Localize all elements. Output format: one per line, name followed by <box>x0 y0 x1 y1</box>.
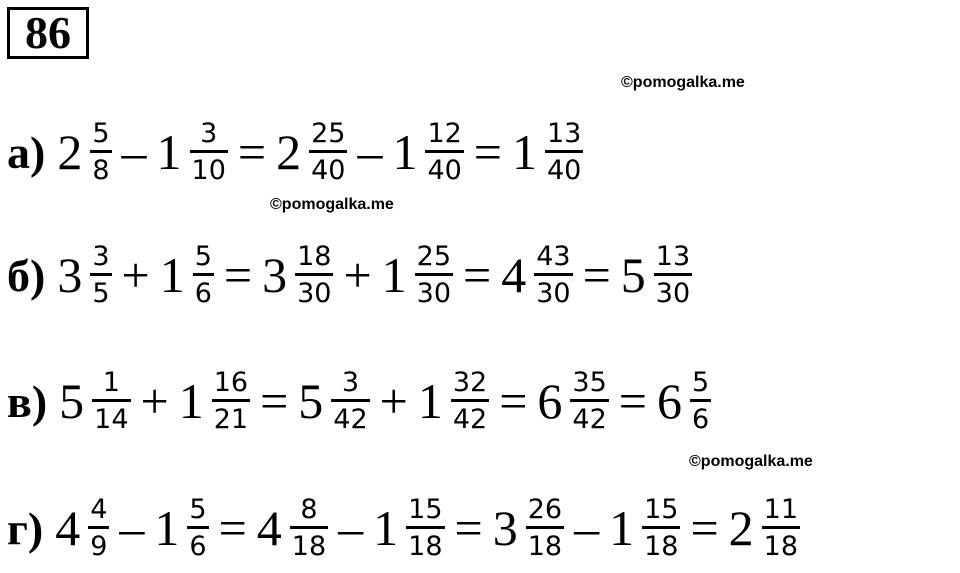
operator: – <box>357 124 383 180</box>
operator: = <box>454 500 483 556</box>
equation-row-v <box>7 356 711 446</box>
fraction <box>212 367 250 436</box>
operator: = <box>499 373 528 429</box>
denominator: 18 <box>526 526 564 563</box>
denominator: 18 <box>406 526 444 563</box>
mixed-number <box>157 118 228 187</box>
fraction <box>295 241 333 310</box>
operator: = <box>618 373 647 429</box>
denominator: 21 <box>212 399 250 436</box>
mixed-number <box>493 494 564 563</box>
denominator: 10 <box>190 150 228 187</box>
fraction <box>309 118 347 187</box>
denominator: 40 <box>309 150 347 187</box>
denominator: 30 <box>295 273 333 310</box>
watermark-3: ©pomogalka.me <box>689 453 813 470</box>
fraction <box>526 494 564 563</box>
denominator: 5 <box>90 273 111 310</box>
denominator: 40 <box>545 150 583 187</box>
whole-part: 1 <box>156 124 182 180</box>
numerator: 3 <box>92 240 110 272</box>
row-label: в) <box>7 375 48 427</box>
watermark-1: ©pomogalka.me <box>621 74 745 91</box>
numerator: 5 <box>691 366 710 398</box>
whole-part: 4 <box>501 247 527 303</box>
operator: – <box>121 124 147 180</box>
whole-part: 5 <box>59 373 85 429</box>
numerator: 15 <box>644 493 679 525</box>
operator: = <box>218 500 247 556</box>
mixed-number <box>257 494 328 563</box>
operator: – <box>338 500 364 556</box>
mixed-number <box>537 367 608 436</box>
fraction <box>90 118 111 187</box>
mixed-number <box>418 367 489 436</box>
fraction <box>545 118 583 187</box>
denominator: 30 <box>415 273 453 310</box>
mixed-number <box>729 494 800 563</box>
fraction <box>406 494 444 563</box>
numerator: 25 <box>416 240 452 272</box>
whole-part: 1 <box>159 247 185 303</box>
whole-part: 1 <box>373 500 399 556</box>
denominator: 14 <box>92 399 130 436</box>
numerator: 13 <box>547 117 582 149</box>
operator: = <box>690 500 719 556</box>
fraction <box>425 118 463 187</box>
denominator: 18 <box>762 526 800 563</box>
whole-part: 4 <box>55 500 81 556</box>
numerator: 18 <box>297 240 332 272</box>
fraction <box>193 241 214 310</box>
mixed-number <box>512 118 583 187</box>
numerator: 32 <box>452 366 488 398</box>
operator: = <box>237 124 267 180</box>
denominator: 9 <box>88 526 109 563</box>
denominator: 42 <box>570 399 608 436</box>
numerator: 5 <box>189 493 207 525</box>
numerator: 5 <box>194 240 212 272</box>
equation-row-g <box>7 483 800 573</box>
fraction <box>690 367 711 436</box>
operator: + <box>121 247 150 303</box>
numerator: 35 <box>572 366 607 398</box>
operator: = <box>473 124 502 180</box>
whole-part: 4 <box>256 500 282 556</box>
fraction <box>654 241 692 310</box>
numerator: 26 <box>527 493 563 525</box>
mixed-number <box>609 494 680 563</box>
mixed-number <box>57 241 111 310</box>
denominator: 30 <box>654 273 692 310</box>
fraction <box>290 494 328 563</box>
whole-part: 1 <box>178 373 204 429</box>
whole-part: 5 <box>620 247 646 303</box>
fraction <box>187 494 208 563</box>
mixed-number <box>501 241 572 310</box>
fraction <box>534 241 572 310</box>
numerator: 25 <box>311 117 346 149</box>
equation-row-b <box>7 230 692 320</box>
mixed-number <box>154 494 208 563</box>
numerator: 5 <box>92 117 110 149</box>
whole-part: 5 <box>298 373 324 429</box>
operator: = <box>463 247 492 303</box>
whole-part: 1 <box>381 247 407 303</box>
operator: + <box>379 373 408 429</box>
denominator: 18 <box>642 526 680 563</box>
row-label: а) <box>7 126 46 178</box>
numerator: 15 <box>408 493 443 525</box>
mixed-number <box>298 367 369 436</box>
numerator: 13 <box>655 240 691 272</box>
fraction <box>570 367 608 436</box>
fraction <box>331 367 369 436</box>
fraction <box>88 494 109 563</box>
fraction <box>415 241 453 310</box>
numerator: 3 <box>200 117 218 149</box>
denominator: 40 <box>425 150 463 187</box>
whole-part: 1 <box>609 500 635 556</box>
row-label: г) <box>7 502 44 554</box>
whole-part: 2 <box>728 500 754 556</box>
mixed-number <box>621 241 692 310</box>
mixed-number <box>276 118 347 187</box>
mixed-number <box>392 118 463 187</box>
numerator: 12 <box>427 117 462 149</box>
watermark-2: ©pomogalka.me <box>270 196 394 213</box>
denominator: 8 <box>90 150 111 187</box>
fraction <box>451 367 489 436</box>
fraction <box>762 494 800 563</box>
numerator: 11 <box>763 493 798 525</box>
whole-part: 2 <box>276 124 302 180</box>
equation-row-a <box>7 107 583 197</box>
whole-part: 1 <box>417 373 443 429</box>
mixed-number <box>160 241 214 310</box>
whole-part: 3 <box>492 500 518 556</box>
problem-number: 86 <box>7 7 89 59</box>
mixed-number <box>373 494 444 563</box>
operator: = <box>582 247 611 303</box>
whole-part: 2 <box>57 124 83 180</box>
whole-part: 6 <box>656 373 682 429</box>
denominator: 6 <box>193 273 214 310</box>
numerator: 4 <box>90 493 108 525</box>
numerator: 16 <box>213 366 249 398</box>
whole-part: 3 <box>57 247 83 303</box>
mixed-number <box>179 367 250 436</box>
denominator: 30 <box>534 273 572 310</box>
denominator: 18 <box>290 526 328 563</box>
whole-part: 6 <box>537 373 563 429</box>
fraction <box>190 118 228 187</box>
mixed-number <box>55 494 109 563</box>
mixed-number <box>57 118 111 187</box>
operator: – <box>574 500 600 556</box>
whole-part: 1 <box>512 124 537 180</box>
numerator: 8 <box>300 493 318 525</box>
operator: = <box>223 247 253 303</box>
numerator: 3 <box>341 366 360 398</box>
fraction <box>92 367 130 436</box>
numerator: 43 <box>536 240 571 272</box>
numerator: 1 <box>102 366 120 398</box>
mixed-number <box>657 367 711 436</box>
row-label: б) <box>7 249 46 301</box>
mixed-number <box>59 367 130 436</box>
fraction <box>90 241 111 310</box>
whole-part: 1 <box>392 124 418 180</box>
whole-part: 1 <box>154 500 180 556</box>
mixed-number <box>262 241 333 310</box>
denominator: 42 <box>451 399 489 436</box>
fraction <box>642 494 680 563</box>
operator: + <box>140 373 169 429</box>
operator: + <box>343 247 372 303</box>
denominator: 42 <box>331 399 369 436</box>
whole-part: 3 <box>262 247 288 303</box>
denominator: 6 <box>690 399 711 436</box>
denominator: 6 <box>187 526 208 563</box>
operator: = <box>260 373 289 429</box>
mixed-number <box>382 241 453 310</box>
operator: – <box>119 500 145 556</box>
